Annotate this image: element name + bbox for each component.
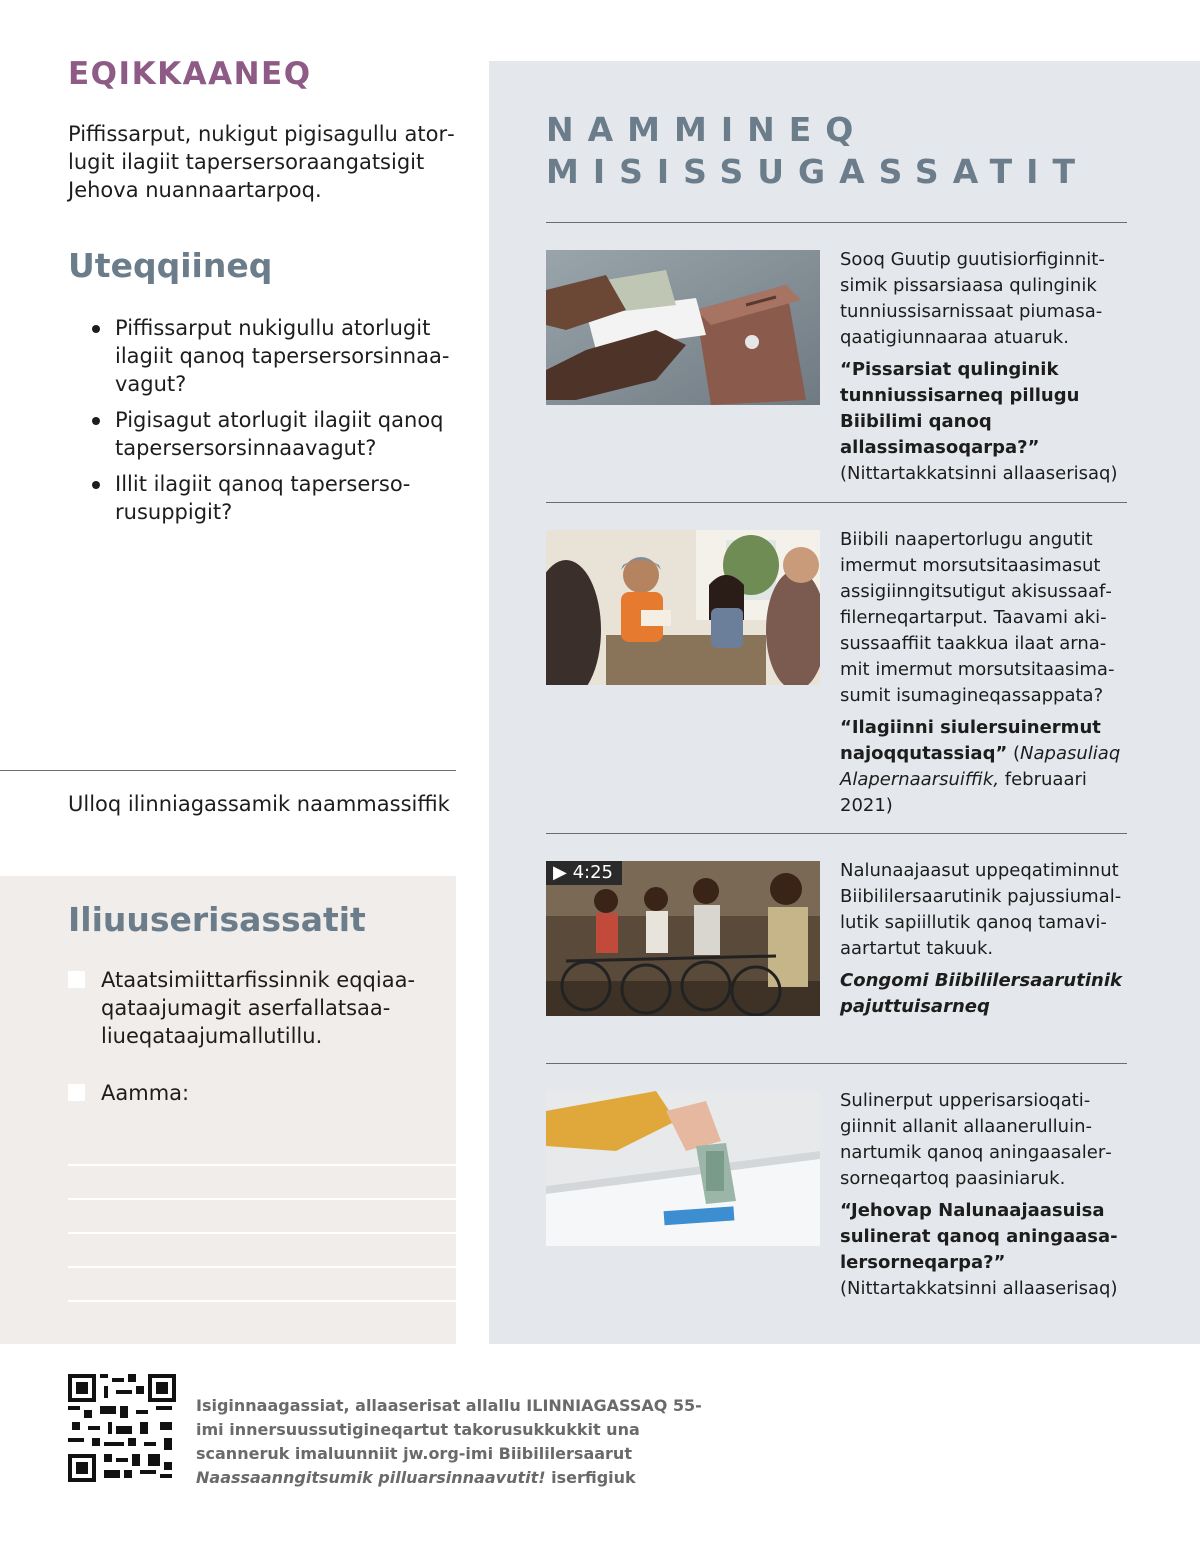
bullet-dot-icon <box>92 325 100 333</box>
reference-source: (Nittartakkatsinni allaaserisaq) <box>840 463 1118 484</box>
summary-heading: EQIKKAANEQ <box>68 56 312 92</box>
goals-panel <box>0 876 456 1344</box>
reference-source: ( <box>1007 743 1021 764</box>
video-duration-badge[interactable] <box>546 861 622 885</box>
reference-title: “Jehovap Nalunaajaasuisa sulinerat qanoq aningaasalersorneqarpa?” <box>840 1200 1118 1273</box>
explore-item-body: Nalunaajaasut uppeqatiminnut Biibililersaarutinik pajussiumallutik sapiillutik qanoq tamaviaartartut takuuk. <box>840 860 1122 959</box>
explore-item-body: Sulinerput upperisarsioqatigiinnit allanit allaanerulluinnartumik qanoq aningaasalersorneqartoq paasiniaruk. <box>840 1090 1112 1189</box>
goal-checkbox[interactable] <box>68 971 85 988</box>
goal-item-text: Aamma: <box>101 1081 190 1105</box>
divider <box>546 222 1127 223</box>
goals-heading: Iliuuserisassatit <box>68 900 366 939</box>
goal-checkbox[interactable] <box>68 1084 85 1101</box>
goal-writing-lines[interactable] <box>68 1132 456 1302</box>
review-list <box>92 314 452 534</box>
review-heading: Uteqqiineq <box>68 246 273 285</box>
footer-text-start: Isiginnaagassiat, allaaserisat allallu ILINNIAGASSAQ 55-imi innersuussutigineqartut takorusukkukkit una scanneruk imaluunniit jw.org-imi Biibililersaarut <box>196 1396 702 1463</box>
explore-item-text <box>840 247 1125 493</box>
explore-item-reference[interactable] <box>840 1198 1125 1302</box>
next-study-label: Ulloq ilinniagassamik naammassiffik <box>68 792 450 816</box>
divider <box>546 833 1127 834</box>
explore-title-line1: NAMMINEQ <box>546 110 868 149</box>
explore-item-text <box>840 527 1125 825</box>
explore-item-reference[interactable] <box>840 968 1125 1020</box>
reference-source-date: februaari 2021) <box>840 769 1087 816</box>
money-envelope-image[interactable] <box>546 250 820 405</box>
explore-item-body: Sooq Guutip guutisiorfiginnitsimik pissarsiaasa qulinginik tunniussisarnissaat piumasaqaatigiunnaaraa atuaruk. <box>840 249 1105 348</box>
divider <box>0 770 456 771</box>
review-item <box>92 314 452 398</box>
goal-item-text: Ataatsimiittarfissinnik eqqiaaqataajumagit aserfallatsaaliueqataajumallutillu. <box>101 968 416 1048</box>
explore-item-reference[interactable] <box>840 357 1125 487</box>
explore-item-text <box>840 1088 1125 1308</box>
reference-title: “Pissarsiat qulinginik tunniussisarneq pillugu Biibilimi qanoq allassimasoqarpa?” <box>840 359 1080 458</box>
women-discussing-image[interactable] <box>546 530 820 685</box>
review-item-text: Illit ilagiit qanoq tapersersorusuppigit? <box>115 472 411 524</box>
reference-title: “Ilagiinni siulersuinermut najoqqutassiaq” <box>840 717 1101 764</box>
explore-item-body: Biibili naapertorlugu angutit imermut morsutsitaasimasut assigiinngitsutigut akisussaaffilerneqartarput. Taavami akisussaaffiit taakkua ilaat arnamit imermut morsutsitaasimasumit isumagineqassappata? <box>840 529 1115 706</box>
review-item <box>92 470 452 526</box>
goal-item <box>68 966 438 1050</box>
bullet-dot-icon <box>92 481 100 489</box>
footer-text-italic: Naassaanngitsumik pilluarsinnaavutit! <box>196 1468 546 1487</box>
summary-text: Piffissarput, nukigut pigisagullu atorlugit ilagiit tapersersoraangatsigit Jehova nuannaartarpoq. <box>68 122 455 202</box>
explore-title <box>546 109 1089 193</box>
qr-code[interactable] <box>68 1374 176 1482</box>
review-item <box>92 406 452 462</box>
play-icon: ▶ <box>553 862 567 883</box>
bullet-dot-icon <box>92 417 100 425</box>
reference-source-italic: Napasuliaq Alapernaarsuiffik, <box>840 743 1121 790</box>
reference-title: Congomi Biibililersaarutinik pajuttuisarneq <box>840 970 1122 1017</box>
review-item-text: Piffissarput nukigullu atorlugit ilagiit qanoq tapersersorsinnaavagut? <box>115 316 450 396</box>
goal-item <box>68 1079 438 1107</box>
explore-panel <box>489 61 1200 1344</box>
divider <box>546 502 1127 503</box>
footer-note <box>196 1394 716 1490</box>
footer-text-end: iserfigiuk <box>545 1468 636 1487</box>
explore-item-text <box>840 858 1125 1026</box>
divider <box>546 1063 1127 1064</box>
men-bicycles-video-thumbnail[interactable] <box>546 861 820 1016</box>
explore-item-reference[interactable] <box>840 715 1125 819</box>
video-duration: 4:25 <box>572 862 613 883</box>
hand-contribution-image[interactable] <box>546 1091 820 1246</box>
explore-title-line2: MISISSUGASSATIT <box>546 152 1089 191</box>
reference-source: (Nittartakkatsinni allaaserisaq) <box>840 1278 1118 1299</box>
review-item-text: Pigisagut atorlugit ilagiit qanoq tapersersorsinnaavagut? <box>115 408 444 460</box>
